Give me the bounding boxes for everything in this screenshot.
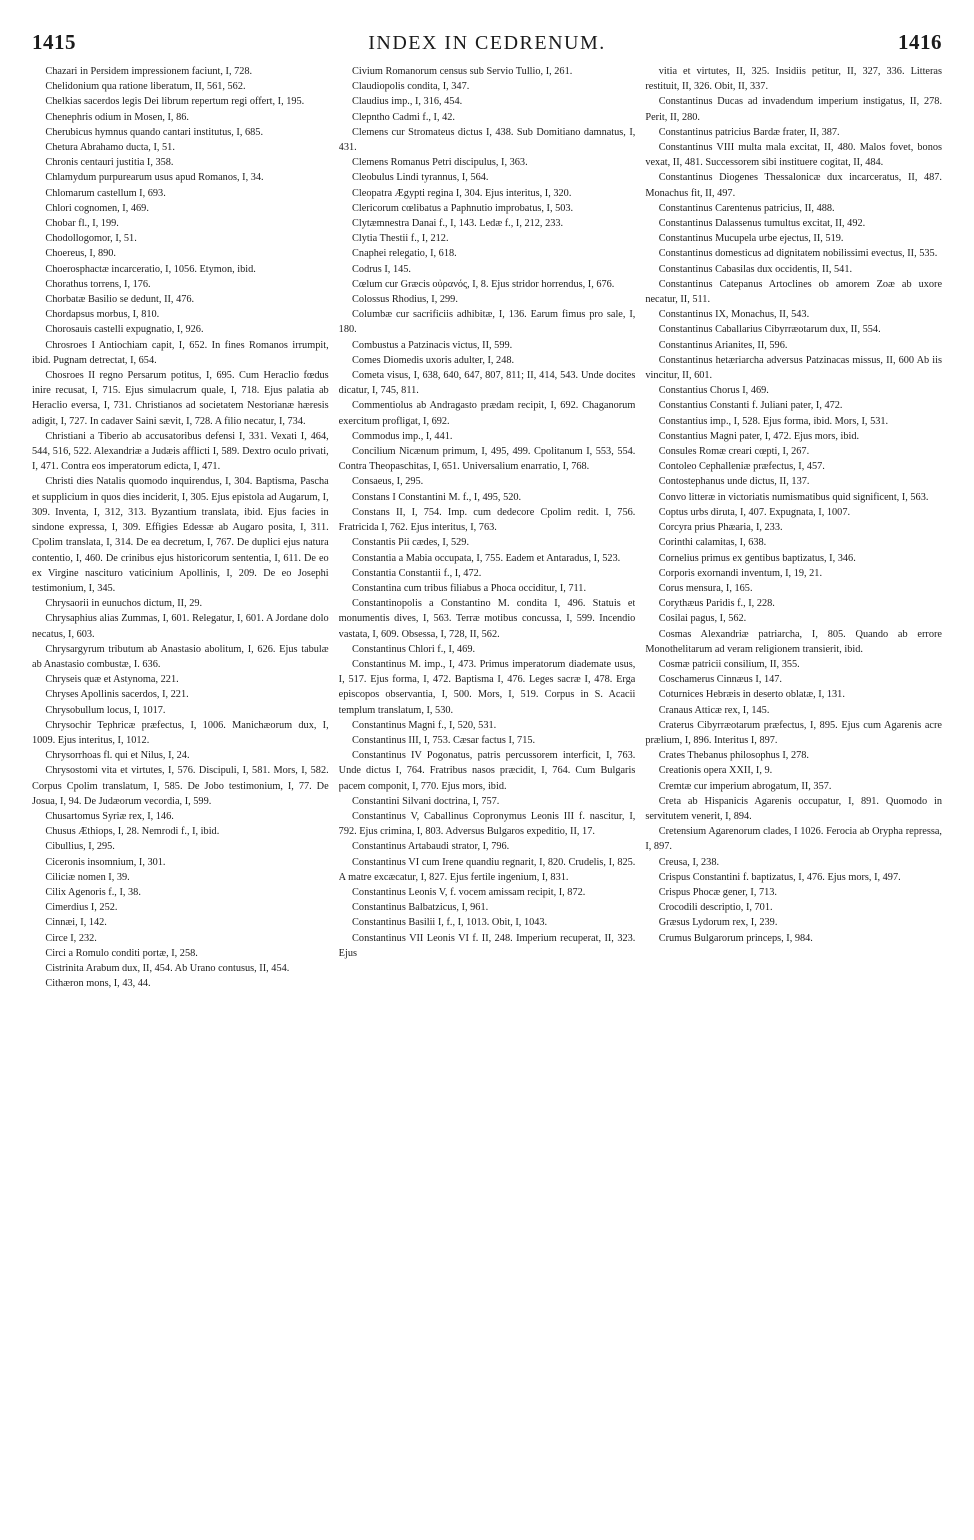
index-entry: Chordapsus morbus, I, 810. (45, 309, 160, 321)
index-entry: Constantinus Chlori f., I, 469. (352, 643, 476, 655)
index-entry: Crispus Phocæ gener, I, 713. (658, 886, 777, 898)
index-entry: Cleopatra Ægypti regina I, 304. Ejus interitus, I, 320. (352, 187, 572, 199)
index-entry: Constantinus M. imp., I, 473. Primus imperatorum diademate usus, I, 517. Ejus forma, I, 472. Baptisma I, 476. Leges sacræ I, 478. Erga episcopos observantia, I, 500. Mors, I, 519. Corpus in S. Acacii templum translatum, I, 530. (338, 658, 636, 716)
index-entry: Cilix Agenoris f., I, 38. (45, 886, 141, 898)
index-entry: Constantinus III, I, 753. Cæsar factus I, 715. (352, 734, 536, 746)
index-entry: Chusartomus Syriæ rex, I, 146. (45, 810, 174, 822)
index-entry: Choerosphactæ incarceratio, I, 1056. Etymon, ibid. (45, 263, 256, 275)
index-entry: Consaeus, I, 295. (352, 476, 424, 488)
index-entry: Creta ab Hispanicis Agarenis occupatur, I, 891. Quomodo in servitutem venerit, I, 894. (645, 795, 942, 822)
index-entry: Coptus urbs diruta, I, 407. Expugnata, I, 1007. (658, 506, 851, 518)
index-entry: Consules Romæ creari cœpti, I, 267. (658, 446, 810, 458)
page-header (32, 30, 942, 56)
index-entry: Chlori cognomen, I, 469. (45, 202, 149, 214)
index-entry: Constantinus Balbatzicus, I, 961. (352, 902, 489, 914)
index-entry: Coschamerus Cinnæus I, 147. (658, 674, 782, 686)
index-entry: Constans II, I, 754. Imp. cum dedecore Cpolim redit. I, 756. Fratricida I, 762. Ejus interitus, I, 763. (338, 506, 636, 534)
index-entry: Chetura Abrahamo ducta, I, 51. (45, 142, 175, 154)
index-entry: Christiani a Tiberio ab accusatoribus defensi I, 331. Vexati I, 464, 544, 516, 522. Alexandriæ a Judæis afflicti I, 589. Dextro oculo privati, I, 471. Contra eos imperatorum edicta, I, 471. (32, 430, 329, 473)
index-entry: Chrysochir Tephricæ præfectus, I, 1006. Manichæorum dux, I, 1009. Ejus interitus, I, 1012. (32, 719, 329, 746)
index-entry: Claudiopolis condita, I, 347. (352, 81, 470, 93)
index-entry: Creationis opera XXII, I, 9. (658, 765, 773, 777)
index-entry: Constantinus Arianites, II, 596. (658, 339, 788, 351)
index-entry: Colossus Rhodius, I, 299. (352, 294, 458, 306)
index-entry: Crates Thebanus philosophus I, 278. (658, 750, 809, 762)
index-entry: Cherubicus hymnus quando cantari institutus, I, 685. (45, 126, 264, 138)
index-entry: Ciliciæ nomen I, 39. (45, 871, 130, 883)
index-entry: Constantinus Diogenes Thessalonicæ dux incarceratus, II, 487. Monachus fit, II, 497. (645, 172, 942, 199)
index-entry: Constantinus VI cum Irene quandiu regnarit, I, 820. Crudelis, I, 825. A matre excæcatur, I, 827. Ejus fertile ingenium, I, 831. (338, 856, 636, 883)
index-entry: Contostephanus unde dictus, II, 137. (658, 476, 810, 488)
index-entry: Constantinus Dalassenus tumultus excitat, II, 492. (658, 218, 866, 230)
index-entry: Convo litteræ in victoriatis numismatibus quid significent, I, 563. (658, 491, 929, 503)
index-entry: Corinthi calamitas, I, 638. (658, 537, 767, 549)
index-entry: Chrysaphius alias Zummas, I, 601. Relegatur, I, 601. A Jordane dolo necatus, I, 603. (32, 613, 329, 640)
index-column-3 (645, 64, 942, 1524)
index-entry: Cimerdius I, 252. (45, 902, 118, 914)
index-entry: Cistrinita Arabum dux, II, 454. Ab Urano contusus, II, 454. (45, 962, 290, 974)
index-entry: Constantia a Mabia occupata, I, 755. Eadem et Antaradus, I, 523. (352, 552, 621, 564)
index-entry: Constantinus hetæriarcha adversus Patzinacas missus, II, 600 Ab iis vincitur, II, 601. (645, 354, 942, 382)
index-entry: Columbæ cur sacrificiis adhibitæ, I, 136. Earum fimus pro sale, I, 180. (338, 309, 636, 336)
index-entry: Chelkias sacerdos legis Dei librum repertum regi offert, I, 195. (45, 96, 305, 108)
index-entry: Creusa, I, 238. (658, 856, 720, 868)
index-entry: Chosroes II regno Persarum potitus, I, 695. Cum Heraclio fœdus inire recusat, I, 715. Ejus simulacrum quale, I, 718. Ejus palatia ab Heraclio eversa, I, 731. Christianos ad societatem Nestorianæ hæresis adigit, I, 727. In cadaver Saini sævit, I, 728. A filio necatur, I, 734. (32, 370, 329, 427)
index-entry: Chorathus torrens, I, 176. (45, 278, 151, 290)
index-entry: Cosmæ patricii consilium, II, 355. (658, 658, 800, 670)
index-entry: Constantius Chorus I, 469. (658, 385, 769, 397)
index-entry: Constantinus V, Caballinus Copronymus Leonis III f. nascitur, I, 792. Ejus crimina, I, 803. Adversus Bulgaros expeditio, II, 17. (338, 810, 636, 838)
index-entry: Circe I, 232. (45, 932, 97, 944)
index-entry: Constantinus Catepanus Artoclines ob amorem Zoæ ab uxore necatur, II, 511. (645, 278, 942, 306)
left-page-number: 1415 (32, 30, 76, 54)
index-entry: Codrus I, 145. (352, 263, 411, 275)
index-entry: Coturnices Hebræis in deserto oblatæ, I, 131. (658, 689, 845, 701)
index-entry: Constantinus Leonis V, f. vocem amissam recipit, I, 872. (352, 886, 586, 898)
index-entry: Clemens cur Stromateus dictus I, 438. Sub Domitiano damnatus, I, 431. (338, 126, 636, 154)
index-entry: vitia et virtutes, II, 325. Insidiis petitur, II, 327, 336. Litteras restituit, II, 326. Obit, II, 337. (645, 66, 942, 93)
index-entry: Chronis centauri justitia I, 358. (45, 157, 174, 169)
index-entry: Commodus imp., I, 441. (352, 430, 453, 442)
index-entry: Cinnæi, I, 142. (45, 917, 107, 929)
index-entry: Constantinus Artabaudi strator, I, 796. (352, 841, 510, 853)
index-entry: Cnaphei relegatio, I, 618. (352, 248, 457, 260)
index-entry: Chobar fl., I, 199. (45, 218, 119, 230)
index-entry: Cœlum cur Græcis οὐρανός, I, 8. Ejus stridor horrendus, I, 676. (352, 278, 615, 290)
index-entry: Chusus Æthiops, I, 28. Nemrodi f., I, ibid. (45, 826, 220, 838)
index-entry: Chenephris odium in Mosen, I, 86. (45, 111, 189, 123)
index-entry: Chelidonium qua ratione liberatum, II, 561, 562. (45, 81, 246, 93)
index-entry: Chorosauis castelli expugnatio, I, 926. (45, 324, 204, 336)
index-entry: Constantinus Ducas ad invadendum imperium instigatus, II, 278. Perit, II, 280. (645, 96, 942, 123)
index-entry: Crispus Constantini f. baptizatus, I, 476. Ejus mors, I, 497. (658, 871, 901, 883)
index-entry: Corporis exornandi inventum, I, 19, 21. (658, 567, 823, 579)
index-entry: Constantini Silvani doctrina, I, 757. (352, 795, 500, 807)
index-entry: Chodollogomor, I, 51. (45, 233, 137, 245)
index-entry: Concilium Nicænum primum, I, 495, 499. Cpolitanum I, 553, 554. Contra Theopaschitas, I, 651. Universalium enarratio, I, 768. (338, 446, 636, 473)
index-entry: Græsus Lydorum rex, I, 239. (658, 917, 778, 929)
index-entry: Chryses Apollinis sacerdos, I, 221. (45, 689, 189, 701)
index-entry: Chlomarum castellum I, 693. (45, 187, 166, 199)
index-entry: Constantius Magni pater, I, 472. Ejus mors, ibid. (658, 430, 860, 442)
index-entry: Cremtæ cur imperium abrogatum, II, 357. (658, 780, 832, 792)
index-entry: Cithæron mons, I, 43, 44. (45, 978, 151, 990)
index-entry: Constantinus Carentenus patricius, II, 488. (658, 202, 835, 214)
index-entry: Clytæmnestra Danai f., I, 143. Ledæ f., I, 212, 233. (352, 218, 564, 230)
index-entry: Constans I Constantini M. f., I, 495, 520. (352, 491, 522, 503)
index-entry: Comes Diomedis uxoris adulter, I, 248. (352, 354, 515, 366)
index-entry: Cometa visus, I, 638, 640, 647, 807, 811; II, 414, 543. Unde docites dicatur, I, 745, 811. (338, 370, 636, 397)
right-page-number: 1416 (897, 30, 942, 54)
index-entry: Crumus Bulgarorum princeps, I, 984. (658, 932, 813, 944)
index-entry: Claudius imp., I, 316, 454. (352, 96, 463, 108)
index-entry: Commentiolus ab Andragasto prædam recipit, I, 692. Chaganorum exercitum profligat, I, 692. (338, 400, 636, 427)
index-entry: Constantinus IX, Monachus, II, 543. (658, 309, 810, 321)
index-entry: Corcyra prius Phæaria, I, 233. (658, 522, 783, 534)
index-entry: Corus mensura, I, 165. (658, 582, 753, 594)
index-entry: Christi dies Natalis quomodo inquirendus, I, 304. Baptisma, Pascha et supplicium in quos dies inciderit, I, 305. Ejus epistola ad Augarum, I, 309. Inventa, I, 312, 313. Byzantium translata, ibid. Ejus facies in sindone expressa, I, 309. Effigies Edessæ ab Augaro posita, I, 311. Cpolim translata, I, 314. De ea decretum, I, 767. De duplici ejus natura contentio, I, 460. De crinibus ejus historicorum sententia, I, 611. De eo ex Virgine nasciturо vaticinium Apollinis, I, 209. De eo Josephi testimonium, I, 345. (32, 476, 329, 594)
index-entry: Cornelius primus ex gentibus baptizatus, I, 346. (658, 552, 856, 564)
index-entry: Constantinus Cabasilas dux occidentis, II, 541. (658, 263, 853, 275)
index-entry: Constantinus IV Pogonatus, patris percussorem interficit, I, 763. Unde dictus I, 764. Fratribus nasos præcidit, I, 764. Cum Bulgaris pacem componit, I, 770. Ejus mors, ibid. (338, 750, 636, 792)
index-entry: Chrosroes I Antiochiam capit, I, 652. In fines Romanos irrumpit, ibid. Pugnam detrectat, I, 654. (32, 339, 329, 366)
index-entry: Cosilai pagus, I, 562. (658, 613, 747, 625)
index-entry: Cranaus Atticæ rex, I, 145. (658, 704, 770, 716)
index-entry: Chorbatæ Basilio se dedunt, II, 476. (45, 294, 195, 306)
index-entry: Cibullius, I, 295. (45, 841, 115, 853)
index-entry: Chazari in Persidem impressionem faciunt, I, 728. (45, 66, 253, 77)
index-columns (32, 64, 942, 1524)
index-entry: Clemens Romanus Petri discipulus, I, 363. (352, 157, 528, 169)
index-entry: Constantis Pii cædes, I, 529. (352, 537, 470, 549)
index-entry: Constantius Constanti f. Juliani pater, I, 472. (658, 400, 843, 412)
index-entry: Constantinus Mucupela urbe ejectus, II, 519. (658, 233, 844, 245)
index-entry: Cosmas Alexandriæ patriarcha, I, 805. Quando ab errore Monothelitarum ad veram religionem transierit, ibid. (645, 628, 942, 655)
index-entry: Constantinus Magni f., I, 520, 531. (352, 719, 497, 731)
index-column-2 (339, 64, 636, 1524)
index-entry: Constantinus Basilii I, f., I, 1013. Obit, I, 1043. (352, 917, 548, 929)
index-entry: Choereus, I, 890. (45, 248, 117, 260)
index-entry: Chryseis quæ et Astynoma, 221. (45, 674, 179, 686)
index-entry: Constantia Constantii f., I, 472. (352, 567, 482, 579)
index-entry: Constantinus VII Leonis VI f. II, 248. Imperium recuperat, II, 323. Ejus (338, 932, 636, 959)
index-entry: Craterus Cibyrræotarum præfectus, I, 895. Ejus cum Agarenis acre prælium, I, 896. Interitus I, 897. (645, 719, 942, 746)
index-entry: Circi a Romulo conditi portæ, I, 258. (45, 947, 198, 959)
index-entry: Combustus a Patzinacis victus, II, 599. (352, 339, 513, 351)
index-entry: Cretensium Agarenorum clades, I 1026. Ferocia ab Orypha repressa, I, 897. (645, 826, 942, 853)
index-entry: Constantinus patricius Bardæ frater, II, 387. (658, 126, 840, 138)
index-entry: Constantinus VIII multa mala excitat, II, 480. Malos fovet, bonos vexat, II, 481. Successorem sibi instituere cogitat, II, 484. (645, 142, 942, 169)
index-entry: Corythæus Paridis f., I, 228. (658, 598, 775, 610)
index-entry: Crocodili descriptio, I, 701. (658, 902, 773, 914)
index-entry: Civium Romanorum census sub Servio Tullio, I, 261. (352, 66, 573, 77)
index-entry: Clytia Thestii f., I, 212. (352, 233, 449, 245)
index-entry: Constantinus Caballarius Cibyrræotarum dux, II, 554. (658, 324, 881, 336)
index-entry: Cleobulus Lindi tyrannus, I, 564. (352, 172, 489, 184)
index-entry: Chrysostomi vita et virtutes, I, 576. Discipuli, I, 581. Mors, I, 582. Corpus Cpolim translatum, I, 585. De Jobo testimonium, I, 77. De Josua, I, 94. De Judæorum vecordia, I, 599. (32, 765, 329, 807)
index-entry: Constantina cum tribus filiabus a Phoca occiditur, I, 711. (352, 582, 587, 594)
index-entry: Ciceronis insomnium, I, 301. (45, 856, 166, 868)
index-entry: Chlamydum purpurearum usus apud Romanos, I, 34. (45, 172, 264, 184)
index-entry: Chrysobullum locus, I, 1017. (45, 704, 166, 716)
index-entry: Chrysaorii in eunuchos dictum, II, 29. (45, 598, 203, 610)
index-entry: Constantinus domesticus ad dignitatem nobilissimi evectus, II, 535. (658, 248, 938, 260)
index-entry: Chrysargyrum tributum ab Anastasio abolitum, I, 626. Ejus tabulæ ab Anastasio combustæ, I. 636. (32, 643, 329, 670)
index-entry: Constantinopolis a Constantino M. condita I, 496. Statuis et monumentis dives, I, 563. Terræ motibus concussa, I, 599. Incendio vastata, I, 609. Obsessa, I, 728, II, 562. (338, 598, 636, 640)
index-entry: Clepntho Cadmi f., I, 42. (352, 111, 456, 123)
index-entry: Constantius imp., I, 528. Ejus forma, ibid. Mors, I, 531. (658, 415, 889, 427)
index-entry: Chrysorrhoas fl. qui et Nilus, I, 24. (45, 750, 190, 762)
index-entry: Clericorum cœlibatus a Paphnutio improbatus, I, 503. (352, 202, 574, 214)
running-title: INDEX IN CEDRENUM. (368, 32, 606, 54)
index-column-1 (32, 64, 329, 1524)
index-entry: Contoleo Cephalleniæ præfectus, I, 457. (658, 461, 825, 473)
